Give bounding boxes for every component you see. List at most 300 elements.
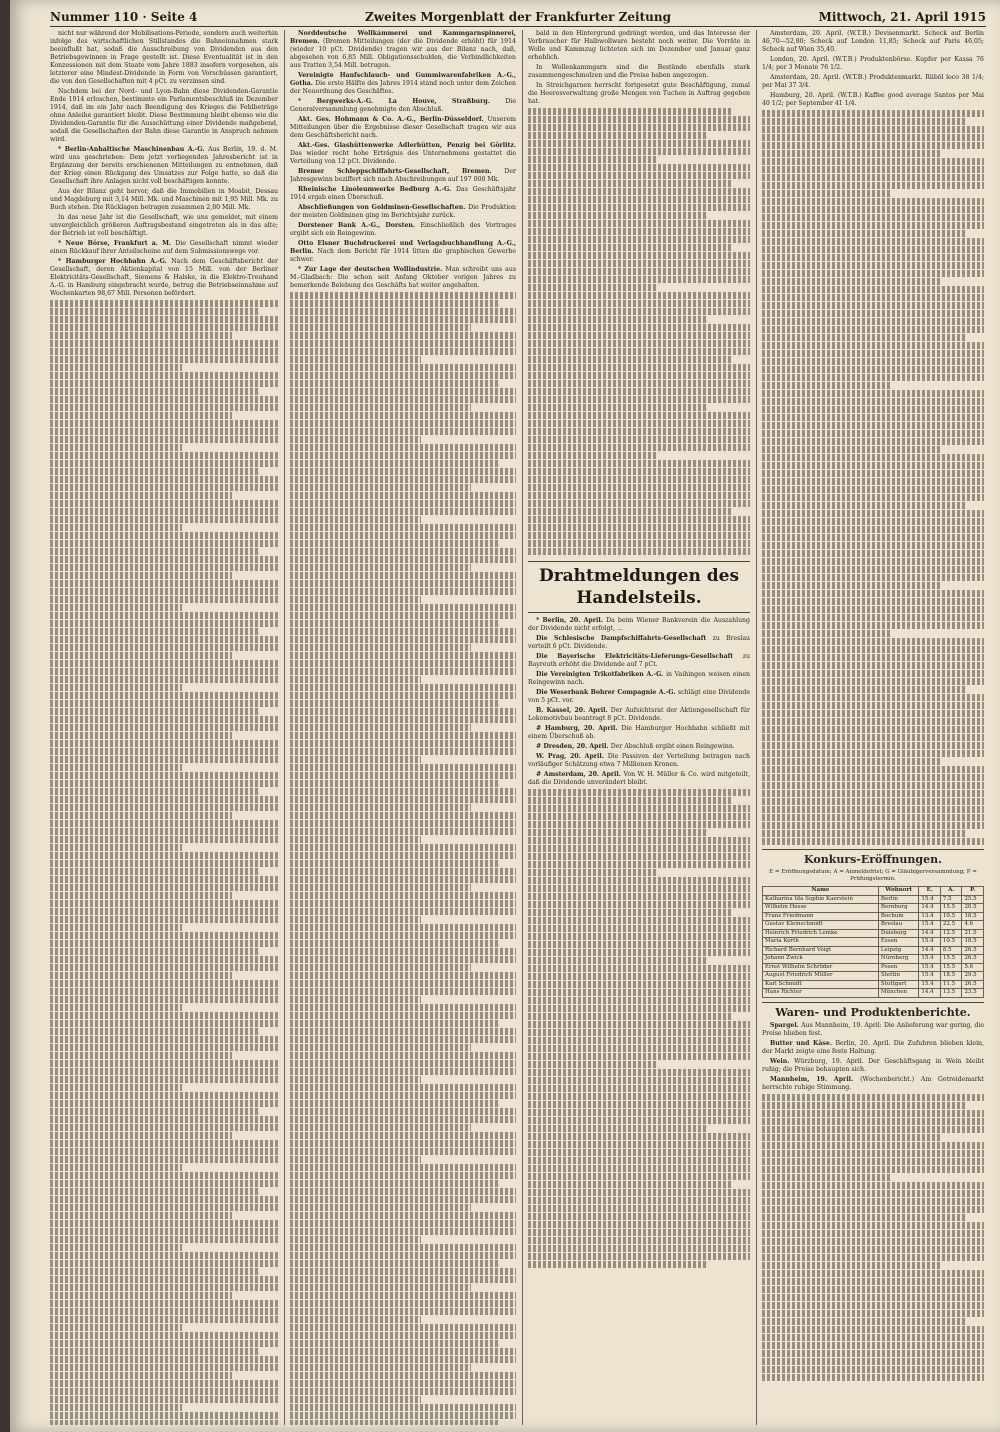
text-line <box>50 1028 260 1035</box>
text-line <box>290 996 421 1003</box>
text-line <box>290 676 421 683</box>
table-row <box>763 929 984 938</box>
table-cell: Essen <box>878 938 919 947</box>
text-line <box>290 1212 516 1219</box>
text-line <box>290 1268 516 1275</box>
text-line <box>50 812 232 819</box>
text-line <box>290 1380 516 1387</box>
section-heading-konkurs: Konkurs-Eröffnungen. <box>762 849 984 867</box>
text-line <box>290 460 498 467</box>
konkurs-table <box>762 886 984 998</box>
table-row <box>763 955 984 964</box>
article-text: zu Breslau verteilt 6 pCt. Dividende. <box>528 635 750 650</box>
article-text: in Vaihingen weisen einen Reingewinn nach. <box>528 671 750 686</box>
text-line <box>50 620 278 627</box>
table-cell: Heinrich Friedrich Lemke <box>763 929 879 938</box>
text-line <box>290 532 516 539</box>
text-line <box>50 900 278 907</box>
article-text: Von W. H. Müller & Co. wird mitgeteilt, daß die Dividende unverändert bleibt. <box>528 771 750 786</box>
text-line <box>290 1004 516 1011</box>
text-line <box>290 1412 516 1419</box>
article-paragraph <box>290 142 516 166</box>
text-line <box>290 428 516 435</box>
table-row <box>763 989 984 998</box>
text-line <box>50 348 278 355</box>
table-row <box>763 904 984 913</box>
text-line <box>50 700 278 707</box>
table-header-cell: Wohnort <box>878 887 919 896</box>
text-line <box>50 772 278 779</box>
text-line <box>50 1124 278 1131</box>
text-line <box>50 332 232 339</box>
text-line <box>50 1388 278 1395</box>
article-heading: * Bergwerks-A.-G. La Houve, Straßburg. <box>298 98 506 105</box>
article-heading: W. Prag, 20. April. <box>536 753 608 760</box>
section-heading-waren: Waren- und Produktenberichte. <box>762 1002 984 1020</box>
text-line <box>290 452 516 459</box>
table-cell: 15.4 <box>919 980 941 989</box>
text-line <box>290 764 516 771</box>
text-line <box>290 1348 516 1355</box>
text-line <box>50 708 260 715</box>
text-line <box>50 1292 232 1299</box>
text-line <box>50 1404 182 1411</box>
text-line <box>50 300 278 307</box>
article-paragraph <box>762 1076 984 1092</box>
text-line <box>50 548 260 555</box>
text-line <box>290 724 471 731</box>
text-line <box>50 460 278 467</box>
text-line <box>290 1396 421 1403</box>
text-line <box>50 1412 278 1419</box>
text-line <box>50 884 278 891</box>
text-line <box>290 1204 471 1211</box>
text-line <box>290 948 516 955</box>
table-cell: Leipzig <box>878 946 919 955</box>
article-text: Nach dem Bericht für 1914 litten die graphischen Gewerbe schwer. <box>290 248 516 263</box>
article-heading: Die Bayerische Elektricitäts-Lieferungs-Gesellschaft <box>536 653 743 660</box>
article-text: Berlin, 20. April. Die Zufuhren blieben klein, der Markt zeigte eine feste Haltung. <box>762 1039 984 1055</box>
text-line <box>290 1020 498 1027</box>
text-line <box>290 1388 516 1395</box>
article-heading: Mannheim, 19. April. <box>770 1075 861 1083</box>
text-line <box>50 660 278 667</box>
text-line <box>50 972 232 979</box>
text-line <box>290 884 471 891</box>
text-line <box>290 404 471 411</box>
article-text: (Bremen Mitteilungen (der die Dividende erhöht) für 1914 (wieder 10 pCt. Dividende) tragen wir aus der Bilanz nach, daß, abgesehen von 6,85 Mill. Obligationsschulden, die Verbindlichkeiten aus Tratten 3,54 Mill. betrugen. <box>290 38 516 69</box>
article-heading: Die Schlesische Dampfschiffahrts-Gesellschaft <box>536 635 713 642</box>
article-paragraph <box>290 168 516 184</box>
text-line <box>50 1356 278 1363</box>
table-cell: 18.5 <box>962 912 984 921</box>
text-line <box>290 308 516 315</box>
text-line <box>50 612 278 619</box>
text-line <box>290 1124 471 1131</box>
table-cell: 10.5 <box>940 912 962 921</box>
text-line <box>290 748 516 755</box>
article-heading: Vereinigte Hanfschlauch- und Gummiwarenfabriken A.-G., Gotha. <box>290 72 516 87</box>
text-line <box>290 964 471 971</box>
article-paragraph <box>290 240 516 264</box>
text-line <box>50 412 232 419</box>
table-cell: 4.6 <box>962 921 984 930</box>
text-line <box>50 380 278 387</box>
article-text: Der Aufsichtsrat der Aktiengesellschaft für Lokomotivbau beantragt 8 pCt. Dividende. <box>528 707 750 722</box>
text-line <box>290 1100 498 1107</box>
text-line <box>290 380 498 387</box>
text-line <box>290 1060 516 1067</box>
text-line <box>50 1212 232 1219</box>
text-line <box>50 844 182 851</box>
article-paragraph <box>290 186 516 202</box>
text-line <box>290 1292 516 1299</box>
text-line <box>290 756 421 763</box>
text-line <box>50 372 278 379</box>
text-line <box>50 364 182 371</box>
text-line <box>50 420 278 427</box>
text-line <box>50 1340 278 1347</box>
text-line <box>50 324 278 331</box>
text-line <box>50 1316 278 1323</box>
text-line <box>290 1156 421 1163</box>
text-line <box>50 1308 278 1315</box>
text-line <box>50 980 278 987</box>
text-line <box>290 1028 516 1035</box>
article-text: bald in den Hintergrund gedrängt worden, und das Interesse der Verbraucher für Halbwollware besteht noch weiter. Die Vorräte in Wolle und Kammzug lichteten sich im Dezember und Januar ganz erheblich. <box>528 30 750 61</box>
table-cell: Richard Bernhard Voigt <box>763 946 879 955</box>
text-line <box>290 1356 516 1363</box>
text-line <box>50 1364 278 1371</box>
text-line <box>290 860 498 867</box>
text-line <box>290 1324 516 1331</box>
table-cell: 26.5 <box>962 955 984 964</box>
article-paragraph <box>290 266 516 290</box>
text-line <box>50 1252 278 1259</box>
text-line <box>50 996 278 1003</box>
text-line <box>290 1116 516 1123</box>
table-cell: 21.5 <box>962 929 984 938</box>
article-text: Einschließlich des Vortrages ergibt sich ein Reingewinn. <box>290 222 516 237</box>
text-line <box>290 292 516 299</box>
table-cell: Bernburg <box>878 904 919 913</box>
text-line <box>50 556 278 563</box>
table-cell: 12.5 <box>940 929 962 938</box>
text-line <box>50 1092 278 1099</box>
text-line <box>50 1220 278 1227</box>
table-cell: 14.4 <box>919 904 941 913</box>
table-row <box>763 963 984 972</box>
table-cell: Bochum <box>878 912 919 921</box>
table-cell: 13.4 <box>919 912 941 921</box>
text-line <box>50 588 278 595</box>
text-line <box>290 492 516 499</box>
table-header-cell: E. <box>919 887 941 896</box>
article-text: schlägt eine Dividende von 5 pCt. vor. <box>528 689 750 704</box>
text-line <box>290 1252 516 1259</box>
text-line <box>50 476 278 483</box>
text-line <box>290 660 516 667</box>
text-line <box>290 332 516 339</box>
text-line <box>290 956 516 963</box>
table-row <box>763 946 984 955</box>
text-line <box>290 604 516 611</box>
article-text: London, 20. April. (W.T.B.) Produktenbörse. Kupfer per Kassa 76 1/4; per 3 Monate 76 1/2. <box>762 56 984 71</box>
table-cell: 15.5 <box>940 963 962 972</box>
article-paragraph <box>762 1058 984 1074</box>
text-line <box>50 1044 278 1051</box>
article-paragraph <box>50 258 278 298</box>
text-line <box>290 836 421 843</box>
text-line <box>290 476 516 483</box>
text-line <box>290 908 516 915</box>
article-paragraph <box>528 689 750 705</box>
text-line <box>290 812 516 819</box>
text-line <box>290 788 516 795</box>
text-line <box>290 356 421 363</box>
text-line <box>290 868 516 875</box>
text-line <box>50 316 278 323</box>
text-line <box>290 972 516 979</box>
text-line <box>50 308 260 315</box>
table-cell: 14.4 <box>919 946 941 955</box>
article-text: Das Geschäftsjahr 1914 ergab einen Überschuß. <box>290 186 516 201</box>
text-line <box>290 828 516 835</box>
table-cell: 11.5 <box>940 980 962 989</box>
text-line <box>290 1164 516 1171</box>
text-line <box>50 1324 182 1331</box>
text-line <box>290 300 498 307</box>
text-line <box>50 716 278 723</box>
table-cell: München <box>878 989 919 998</box>
article-paragraph <box>762 1040 984 1056</box>
text-line <box>290 708 516 715</box>
table-cell: Hans Richter <box>763 989 879 998</box>
text-line <box>50 1276 278 1283</box>
article-paragraph <box>528 753 750 769</box>
text-line <box>290 588 516 595</box>
text-line <box>50 684 182 691</box>
text-line <box>290 1260 498 1267</box>
article-text: (Wochenbericht.) Am Getreidemarkt herrschte ruhige Stimmung. <box>762 1075 984 1091</box>
article-text: Amsterdam, 20. April. (W.T.B.) Devisenmarkt. Scheck auf Berlin 46,70—52,80; Scheck auf London 11,85; Scheck auf Paris 46,05; Scheck auf Wien 35,40. <box>762 30 984 53</box>
table-cell: 10.5 <box>940 938 962 947</box>
text-line <box>50 628 260 635</box>
text-line <box>290 340 516 347</box>
article-paragraph <box>290 98 516 114</box>
masthead-title: Zweites Morgenblatt der Frankfurter Zeitung <box>365 10 671 24</box>
text-line <box>290 348 516 355</box>
text-line <box>290 732 516 739</box>
text-line <box>50 508 278 515</box>
text-line <box>290 1236 421 1243</box>
text-line <box>290 932 516 939</box>
table-cell: Gustav Kleinschmidt <box>763 921 879 930</box>
table-cell: 15.4 <box>919 895 941 904</box>
article-paragraph <box>50 188 278 212</box>
article-heading: Butter und Käse. <box>770 1039 836 1047</box>
article-text: Unserem Mitteilungen über die Ergebnisse dieser Gesellschaft tragen wir aus dem Geschäftsbericht nach. <box>290 116 516 139</box>
article-heading: B. Kassel, 20. April. <box>536 707 611 714</box>
article-paragraph <box>528 707 750 723</box>
article-paragraph <box>762 30 984 54</box>
text-line <box>50 1300 278 1307</box>
text-line <box>50 1420 278 1425</box>
article-heading: Dorstener Bank A.-G., Dorsten. <box>298 222 421 229</box>
text-line <box>50 452 278 459</box>
table-cell: 23.5 <box>962 989 984 998</box>
table-cell: 22.5 <box>940 921 962 930</box>
text-line <box>50 956 278 963</box>
text-line <box>290 580 516 587</box>
text-line <box>50 396 278 403</box>
article-heading: Wein. <box>770 1057 795 1065</box>
text-line <box>50 532 278 539</box>
text-line <box>290 804 471 811</box>
text-line <box>50 1236 278 1243</box>
text-line <box>50 876 278 883</box>
text-line <box>290 652 516 659</box>
text-line <box>50 1372 232 1379</box>
article-heading: Die Weserbank Bohrer Compagnie A.-G. <box>536 689 678 696</box>
text-line <box>290 668 516 675</box>
text-line <box>50 860 278 867</box>
text-line <box>50 1020 278 1027</box>
text-line <box>290 1196 516 1203</box>
table-cell: Stettin <box>878 972 919 981</box>
text-line <box>50 1172 278 1179</box>
article-text: Aus Berlin, 19. d. M. wird uns geschrieben: Dem jetzt vorliegenden Jahresbericht ist in Ergänzung der bereits erschienenen Mitteilungen zu entnehmen, daß der Krieg einen Rückgang des Umsatzes zur Folge hatte, so daß die Gesellschaft ihre Anlagen nicht voll beschäftigen konnte. <box>50 146 278 185</box>
article-paragraph <box>290 116 516 140</box>
text-line <box>290 844 516 851</box>
article-heading: Spargel. <box>770 1021 802 1029</box>
article-paragraph <box>528 725 750 741</box>
text-line <box>290 412 516 419</box>
text-line <box>290 980 516 987</box>
table-cell: Nürnberg <box>878 955 919 964</box>
text-line <box>290 1084 516 1091</box>
text-line <box>50 468 260 475</box>
text-line <box>290 1172 516 1179</box>
table-cell: 14.4 <box>919 989 941 998</box>
article-text: Der Jahresgewinn beziffert sich nach Abschreibungen auf 197 000 Mk. <box>290 168 516 183</box>
table-cell: Posen <box>878 963 919 972</box>
text-line <box>290 1220 516 1227</box>
text-line <box>50 1204 278 1211</box>
text-line <box>290 324 471 331</box>
text-line <box>290 1052 516 1059</box>
text-line <box>50 1380 278 1387</box>
article-heading: * Neue Börse, Frankfurt a. M. <box>58 240 176 247</box>
table-cell: 15.5 <box>940 955 962 964</box>
article-heading: * Berlin-Anhaltische Maschinenbau A.-G. <box>58 146 208 153</box>
text-line <box>50 748 278 755</box>
text-line <box>290 444 516 451</box>
text-line <box>50 1132 232 1139</box>
text-line <box>50 756 278 763</box>
text-line <box>50 580 278 587</box>
text-line <box>50 644 278 651</box>
article-paragraph <box>762 56 984 72</box>
text-line <box>50 444 182 451</box>
text-line <box>50 1052 232 1059</box>
article-text: In das neue Jahr ist die Gesellschaft, wie uns gemeldet, mit einem unvergleichlich größeren Auftragsbestand eingetreten als in das alte; der Betrieb ist voll beschäftigt. <box>50 214 278 237</box>
text-line <box>290 364 516 371</box>
table-row <box>763 895 984 904</box>
article-paragraph <box>290 222 516 238</box>
text-line <box>50 1244 182 1251</box>
text-line <box>50 428 278 435</box>
text-line <box>290 548 516 555</box>
text-line <box>50 988 278 995</box>
text-line <box>50 1196 278 1203</box>
text-line <box>290 1340 498 1347</box>
text-line <box>50 948 260 955</box>
text-line <box>290 1372 516 1379</box>
table-header-cell: A. <box>940 887 962 896</box>
text-line <box>290 1148 516 1155</box>
text-line <box>290 484 471 491</box>
text-line <box>50 852 278 859</box>
article-text: Da beim Wiener Bankverein die Auszahlung der Dividende nicht erfolgt, ... <box>528 617 750 632</box>
text-line <box>290 1076 421 1083</box>
text-line <box>290 1068 516 1075</box>
text-line <box>290 1364 471 1371</box>
text-line <box>50 492 232 499</box>
text-line <box>50 1036 278 1043</box>
article-heading: Rheinische Linoleumwerke Bedburg A.-G. <box>298 186 457 193</box>
text-line <box>50 940 278 947</box>
text-line <box>290 924 516 931</box>
article-paragraph <box>528 82 750 106</box>
article-text: Aus Mannheim, 19. April: Die Anlieferung war gering, die Preise blieben fest. <box>762 1021 984 1037</box>
article-paragraph <box>762 1022 984 1038</box>
table-cell: August Friedrich Müller <box>763 972 879 981</box>
text-line <box>290 420 516 427</box>
text-line <box>50 796 278 803</box>
table-cell: 8.5 <box>940 946 962 955</box>
text-line <box>290 1188 516 1195</box>
page-number: Nummer 110 · Seite 4 <box>50 10 198 24</box>
table-cell: Johann Zwick <box>763 955 879 964</box>
article-paragraph <box>50 30 278 86</box>
text-line <box>50 652 232 659</box>
table-row <box>763 972 984 981</box>
table-cell: 18.5 <box>962 938 984 947</box>
article-paragraph <box>528 743 750 751</box>
article-paragraph <box>290 72 516 96</box>
text-line <box>50 1228 278 1235</box>
article-heading: Otto Elsner Buchdruckerei und Verlagsbuchhandlung A.-G., Berlin. <box>290 240 516 255</box>
text-line <box>50 1084 182 1091</box>
table-row <box>763 980 984 989</box>
article-heading: * Zur Lage der deutschen Wollindustrie. <box>298 266 446 273</box>
text-line <box>290 1404 516 1411</box>
text-line <box>290 572 516 579</box>
table-row <box>763 912 984 921</box>
table-cell: 15.4 <box>919 921 941 930</box>
text-line <box>290 772 516 779</box>
article-heading: Abschließungen von Goldminen-Gesellschaften. <box>298 204 469 211</box>
text-line <box>50 892 232 899</box>
text-line <box>290 1316 421 1323</box>
article-paragraph <box>50 240 278 256</box>
text-line <box>50 484 278 491</box>
table-cell: 26.5 <box>962 980 984 989</box>
text-line <box>290 1308 516 1315</box>
article-paragraph <box>290 30 516 70</box>
text-line <box>50 804 278 811</box>
